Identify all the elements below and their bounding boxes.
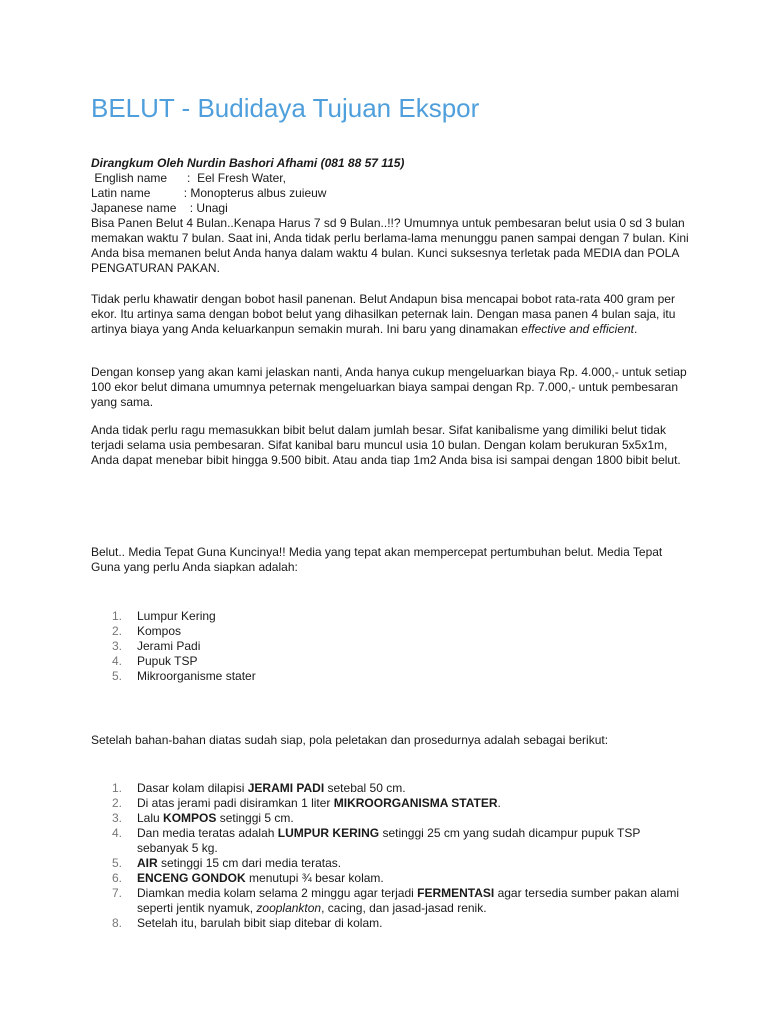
step-keyword: KOMPOS xyxy=(163,811,217,825)
step-number: 8. xyxy=(112,916,123,930)
list-item xyxy=(91,669,691,684)
list-number: 4. xyxy=(112,654,123,668)
step-number: 4. xyxy=(112,826,123,840)
step-keyword: ENCENG GONDOK xyxy=(137,871,246,885)
step-number: 3. xyxy=(112,811,123,825)
list-item xyxy=(91,639,691,654)
step-text: setebal 50 cm. xyxy=(324,781,406,795)
list-number: 3. xyxy=(112,639,123,653)
step-keyword: JERAMI PADI xyxy=(247,781,325,795)
step-keyword: AIR xyxy=(137,856,158,870)
step-text: , cacing, dan jasad-jasad renik. xyxy=(321,901,487,915)
info-value: Eel Fresh Water, xyxy=(197,171,286,185)
step-item xyxy=(91,796,691,811)
step-keyword: MIKROORGANISMA STATER xyxy=(333,796,498,810)
info-separator: : xyxy=(150,186,191,200)
list-text: Lumpur Kering xyxy=(137,609,216,623)
paragraph-prosedur: Setelah bahan-bahan diatas sudah siap, pola peletakan dan prosedurnya adalah sebagai berikut: xyxy=(91,733,609,747)
info-row-english xyxy=(91,171,691,186)
paragraph-media: Belut.. Media Tepat Guna Kuncinya!! Media yang tepat akan mempercepat pertumbuhan belut. Media Tepat Guna yang perlu Anda siapkan adalah: xyxy=(91,545,663,574)
step-item xyxy=(91,811,691,826)
info-row-japanese xyxy=(91,201,691,216)
step-keyword: FERMENTASI xyxy=(417,886,495,900)
paragraph-emphasis: effective and efficient xyxy=(521,322,634,336)
list-number: 1. xyxy=(112,609,123,623)
step-text: Dasar kolam dilapisi xyxy=(137,781,248,795)
step-text: Lalu xyxy=(137,811,164,825)
step-item xyxy=(91,916,691,931)
step-text: agar tersedia sumber pakan alami seperti jentik nyamuk, xyxy=(137,886,680,915)
info-separator: : xyxy=(167,171,198,185)
step-text: Diamkan media kolam selama 2 minggu agar terjadi xyxy=(137,886,418,900)
step-number: 6. xyxy=(112,871,123,885)
info-label: Japanese name xyxy=(91,201,177,215)
step-text: menutupi ¾ besar kolam. xyxy=(245,871,384,885)
list-text: Pupuk TSP xyxy=(137,654,198,668)
step-text: . xyxy=(497,796,501,810)
list-text: Jerami Padi xyxy=(137,639,201,653)
author-line: Dirangkum Oleh Nurdin Bashori Afhami (081 88 57 115) xyxy=(91,156,405,170)
step-item xyxy=(91,826,691,856)
paragraph-intro: Bisa Panen Belut 4 Bulan..Kenapa Harus 7 sd 9 Bulan..!!? Umumnya untuk pembesaran belut usia 0 sd 3 bulan memakan waktu 7 bulan. Saat ini, Anda tidak perlu berlama-lama menunggu panen sampai dengan 7 bulan. Kini Anda bisa memanen belut Anda hanya dalam waktu 4 bulan. Kunci suksesnya terletak pada MEDIA dan POLA PENGATURAN PAKAN. xyxy=(91,216,689,275)
info-value: Monopterus albus zuieuw xyxy=(190,186,327,200)
list-number: 5. xyxy=(112,669,123,683)
step-text: Di atas jerami padi disiramkan 1 liter xyxy=(137,796,334,810)
info-value: Unagi xyxy=(196,201,228,215)
step-number: 7. xyxy=(112,886,123,900)
document-title: BELUT - Budidaya Tujuan Ekspor xyxy=(91,93,480,123)
step-number: 5. xyxy=(112,856,123,870)
list-item xyxy=(91,654,691,669)
media-list xyxy=(91,609,691,684)
list-number: 2. xyxy=(112,624,123,638)
steps-list xyxy=(91,781,691,931)
list-item xyxy=(91,609,691,624)
paragraph-biaya: Dengan konsep yang akan kami jelaskan nanti, Anda hanya cukup mengeluarkan biaya Rp. 4.000,- untuk setiap 100 ekor belut dimana umumnya peternak mengeluarkan biaya sampai dengan Rp. 7.000,- untuk pembesaran yang sama. xyxy=(91,365,687,409)
step-text: Setelah itu, barulah bibit siap ditebar di kolam. xyxy=(137,916,383,930)
step-item xyxy=(91,886,691,916)
step-item xyxy=(91,871,691,886)
info-label: English name xyxy=(91,171,168,185)
step-emphasis: zooplankton xyxy=(256,901,322,915)
paragraph-text: . xyxy=(634,322,638,336)
step-text: setinggi 25 cm yang sudah dicampur pupuk TSP sebanyak 5 kg. xyxy=(137,826,641,855)
step-text: setinggi 5 cm. xyxy=(216,811,294,825)
list-item xyxy=(91,624,691,639)
author-and-names xyxy=(91,156,691,276)
paragraph-bobot xyxy=(91,292,691,337)
step-item xyxy=(91,856,691,871)
info-row-latin xyxy=(91,186,691,201)
step-text: setinggi 15 cm dari media teratas. xyxy=(157,856,342,870)
step-keyword: LUMPUR KERING xyxy=(277,826,380,840)
step-number: 1. xyxy=(112,781,123,795)
paragraph-kanibal: Anda tidak perlu ragu memasukkan bibit belut dalam jumlah besar. Sifat kanibalisme yang dimiliki belut tidak terjadi selama usia pembesaran. Sifat kanibal baru muncul usia 10 bulan. Dengan kolam berukuran 5x5x1m, Anda dapat menebar bibit hingga 9.500 bibit. Atau anda tiap 1m2 Anda bisa isi sampai dengan 1800 bibit belut. xyxy=(91,423,681,467)
paragraph-text: Tidak perlu khawatir dengan bobot hasil panenan. Belut Andapun bisa mencapai bobot rata-rata 400 gram per ekor. Itu artinya sama dengan bobot belut yang dihasilkan peternak lain. Dengan masa panen 4 bulan saja, itu artinya biaya yang Anda keluarkanpun semakin murah. Ini baru yang dinamakan xyxy=(91,292,676,336)
step-text: Dan media teratas adalah xyxy=(137,826,278,840)
list-text: Kompos xyxy=(137,624,182,638)
step-item xyxy=(91,781,691,796)
info-separator: : xyxy=(176,201,197,215)
step-number: 2. xyxy=(112,796,123,810)
info-label: Latin name xyxy=(91,186,151,200)
list-text: Mikroorganisme stater xyxy=(137,669,256,683)
